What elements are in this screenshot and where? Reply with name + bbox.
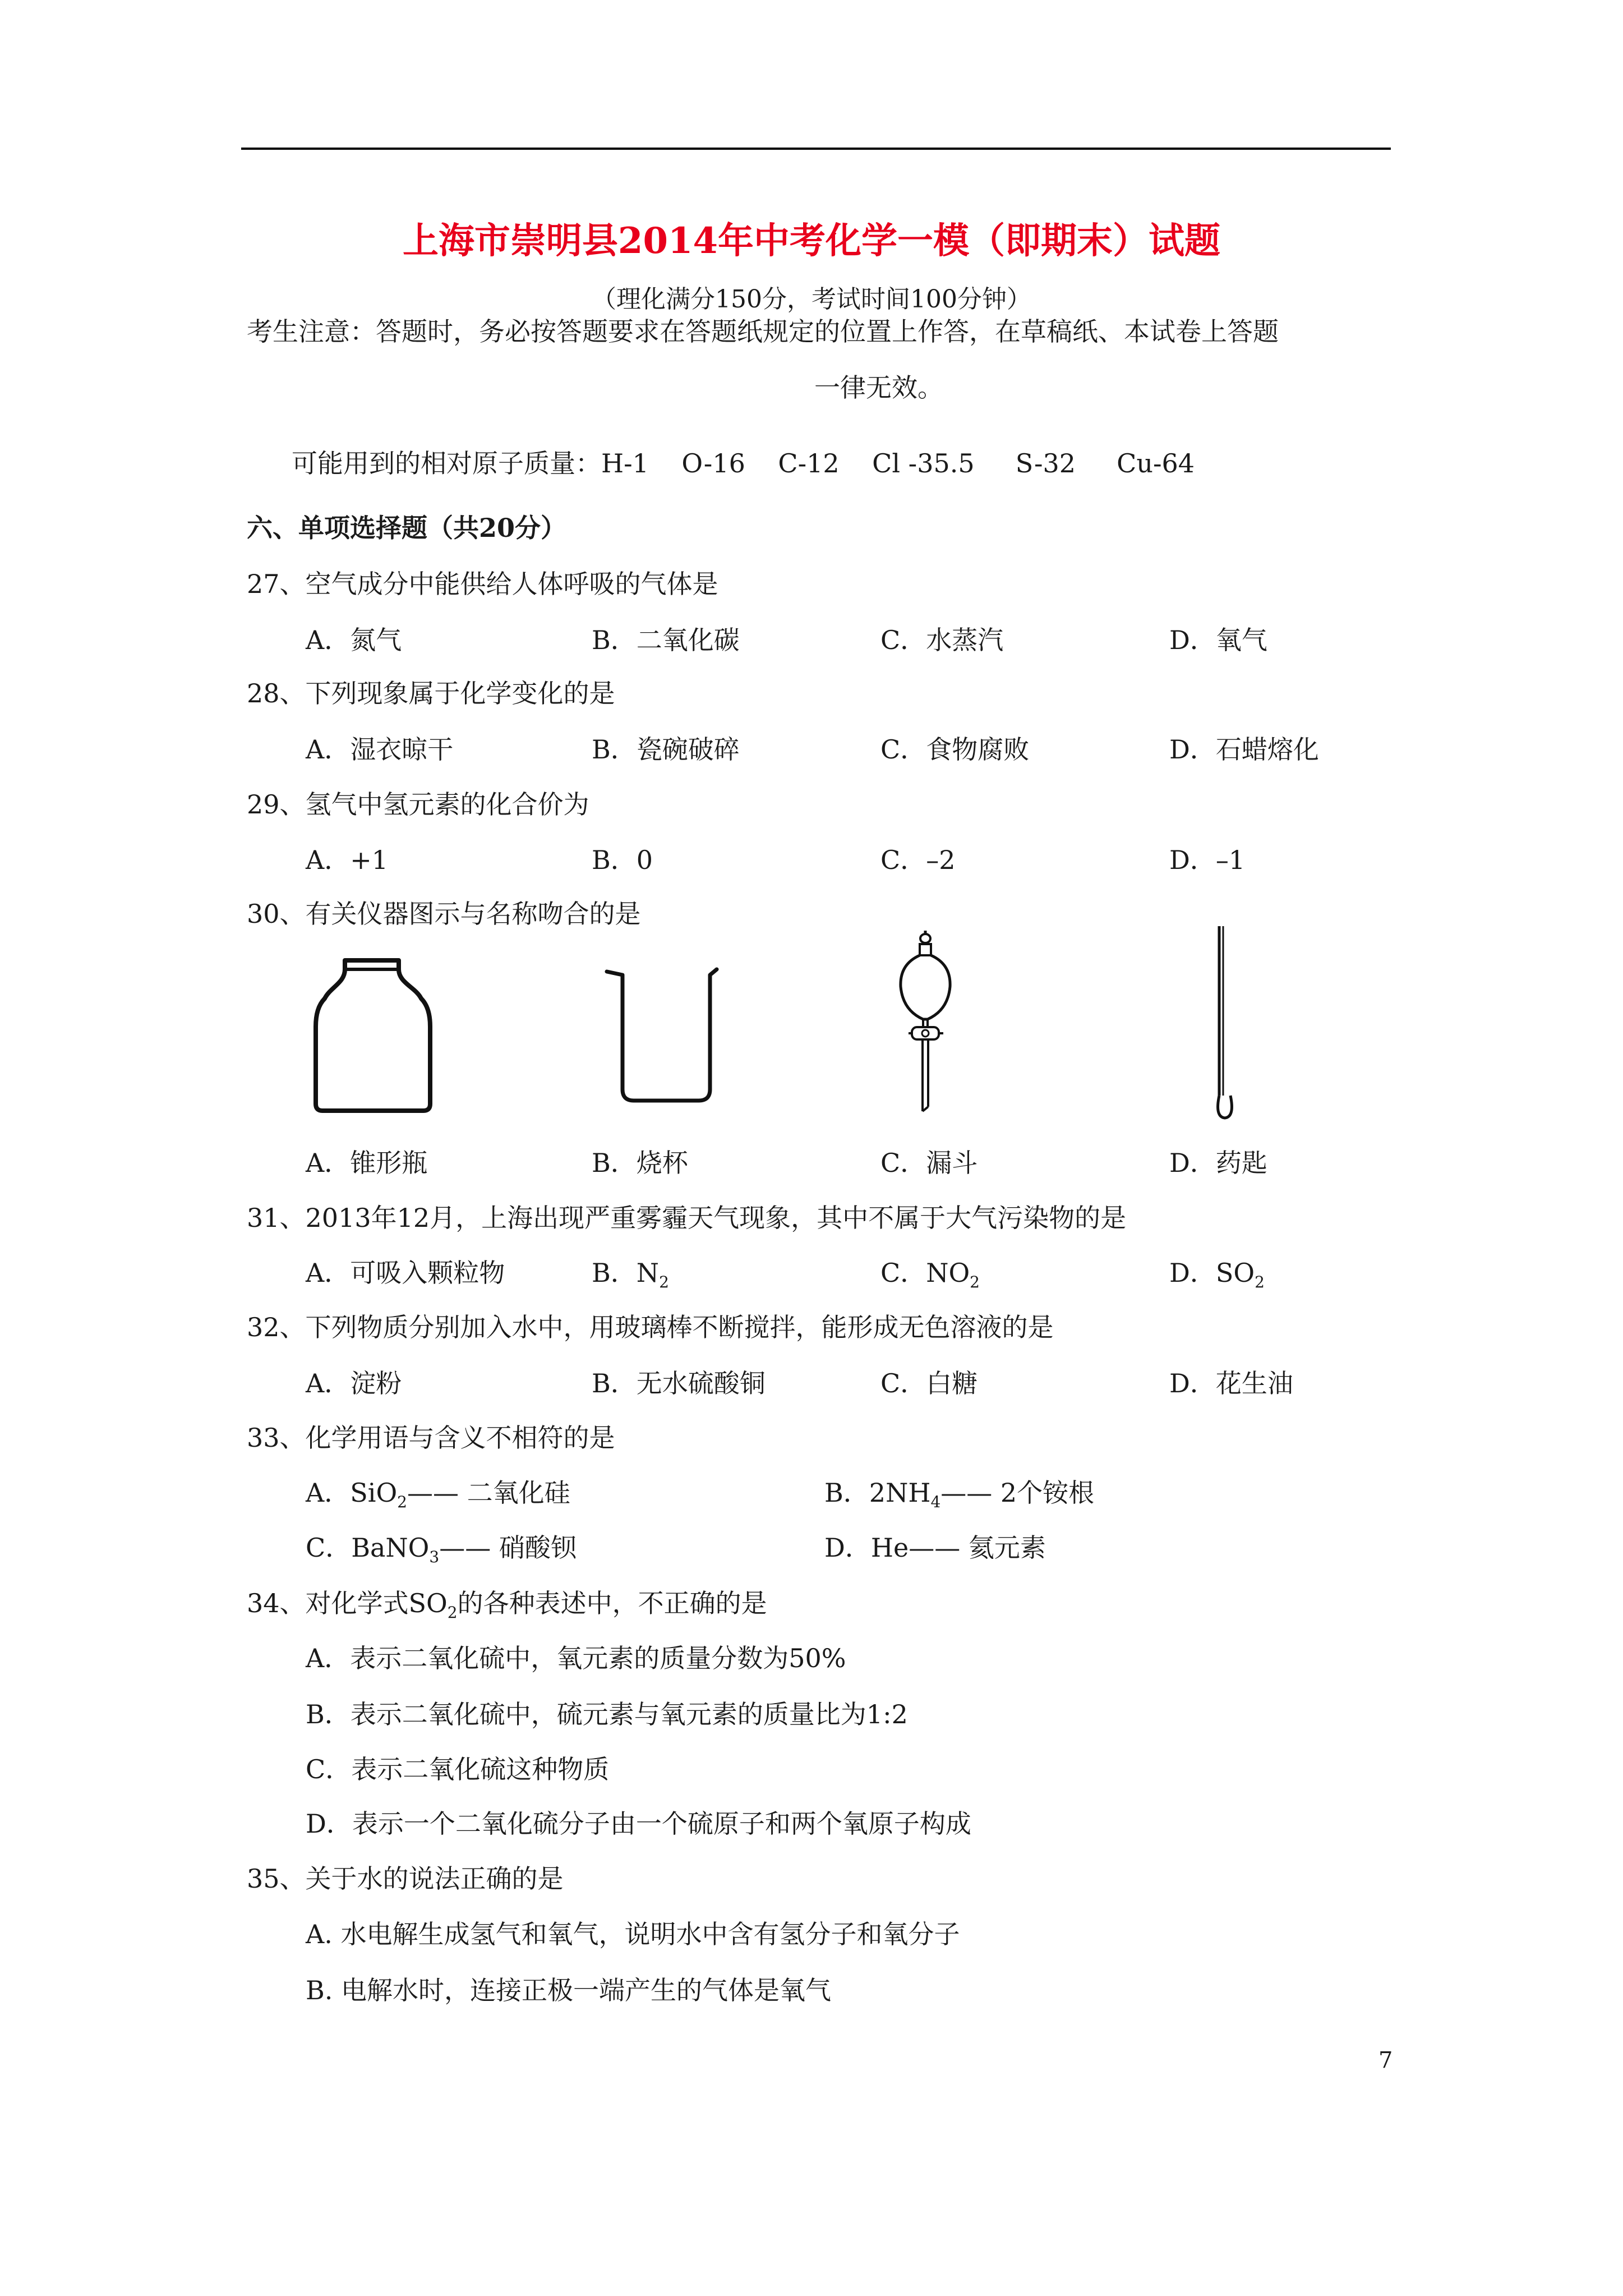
notice-line-2: 一律无效。 (814, 372, 943, 403)
q35-option-a: A. 水电解生成氢气和氧气，说明水中含有氢分子和氧分子 (306, 1919, 960, 1949)
question-27: 27、空气成分中能供给人体呼吸的气体是 (247, 569, 718, 599)
q28-option-b: B．瓷碗破碎 (592, 734, 740, 765)
q33-option-b: B．$2NH_4——$ 2个铵根 (824, 1478, 1095, 1512)
q27-option-b: B．二氧化碳 (592, 625, 740, 655)
q31-option-c: C．$NO_2$ (880, 1258, 980, 1292)
beaker-image (600, 964, 723, 1107)
q33-option-a: A．SiO$_2$—— 二氧化硅 (306, 1478, 570, 1512)
q27-option-d: D．氧气 (1169, 625, 1267, 655)
header-rule (241, 148, 1391, 150)
page-number: 7 (1378, 2047, 1393, 2073)
q29-option-a: A．+1 (306, 845, 389, 875)
q34-option-d: D．表示一个二氧化硫分子由一个硫原子和两个氧原子构成 (306, 1809, 971, 1839)
q33-option-c: C．BaNO$_3$—— 硝酸钡 (306, 1533, 577, 1567)
question-33: 33、化学用语与含义不相符的是 (247, 1423, 615, 1453)
q31-option-b: B．$N_2$ (592, 1258, 669, 1292)
q32-option-b: B．无水硫酸铜 (592, 1368, 766, 1398)
q32-option-d: D．花生油 (1169, 1368, 1293, 1398)
q34-option-c: C．表示二氧化硫这种物质 (306, 1754, 610, 1784)
bottle-image (306, 954, 440, 1116)
q29-option-d: D．–1 (1169, 845, 1246, 875)
atomic-masses: 可能用到的相对原子质量：H-1 O-16 C-12 Cl -35.5 S-32 Cu-64 (292, 448, 1195, 478)
q28-option-d: D．石蜡熔化 (1169, 734, 1319, 765)
q34-option-b: B．表示二氧化硫中，硫元素与氧元素的质量比为1:2 (306, 1699, 908, 1729)
q29-option-c: C．–2 (880, 845, 956, 875)
q31-option-d: D．$SO_2$ (1169, 1258, 1265, 1292)
q28-option-c: C．食物腐败 (880, 734, 1030, 765)
q35-option-b: B. 电解水时，连接正极一端产生的气体是氧气 (306, 1975, 832, 2005)
q32-option-c: C．白糖 (880, 1368, 978, 1398)
question-35: 35、关于水的说法正确的是 (247, 1864, 564, 1894)
question-28: 28、下列现象属于化学变化的是 (247, 678, 615, 708)
page-title: 上海市崇明县2014年中考化学一模（即期末）试题 (402, 220, 1221, 262)
q31-option-a: A．可吸入颗粒物 (306, 1258, 505, 1288)
question-32: 32、下列物质分别加入水中，用玻璃棒不断搅拌，能形成无色溶液的是 (247, 1312, 1054, 1342)
q30-option-c: C．漏斗 (880, 1148, 978, 1178)
question-30: 30、有关仪器图示与名称吻合的是 (247, 899, 641, 929)
q30-option-a: A．锥形瓶 (306, 1148, 428, 1178)
question-34: 34、对化学式$SO_2$的各种表述中，不正确的是 (247, 1588, 767, 1622)
spoon-image (1206, 923, 1245, 1125)
q30-option-d: D．药匙 (1169, 1148, 1267, 1178)
q30-option-b: B．烧杯 (592, 1148, 688, 1178)
question-31: 31、2013年12月，上海出现严重雾霾天气现象，其中不属于大气污染物的是 (247, 1203, 1127, 1233)
q28-option-a: A．湿衣晾干 (306, 734, 454, 765)
notice-line-1: 考生注意：答题时，务必按答题要求在答题纸规定的位置上作答，在草稿纸、本试卷上答题 (247, 316, 1279, 347)
q27-option-a: A．氮气 (306, 625, 402, 655)
q34-option-a: A．表示二氧化硫中，氧元素的质量分数为50% (306, 1643, 846, 1673)
q29-option-b: B．0 (592, 845, 653, 875)
q33-option-d: D．He—— 氦元素 (824, 1533, 1046, 1563)
q27-option-c: C．水蒸汽 (880, 625, 1004, 655)
q32-option-a: A．淀粉 (306, 1368, 402, 1398)
section-heading: 六、单项选择题（共20分） (247, 513, 567, 543)
separatory-funnel-image (892, 928, 959, 1125)
question-29: 29、氢气中氢元素的化合价为 (247, 789, 589, 820)
exam-info: （理化满分150分，考试时间100分钟） (592, 285, 1031, 314)
